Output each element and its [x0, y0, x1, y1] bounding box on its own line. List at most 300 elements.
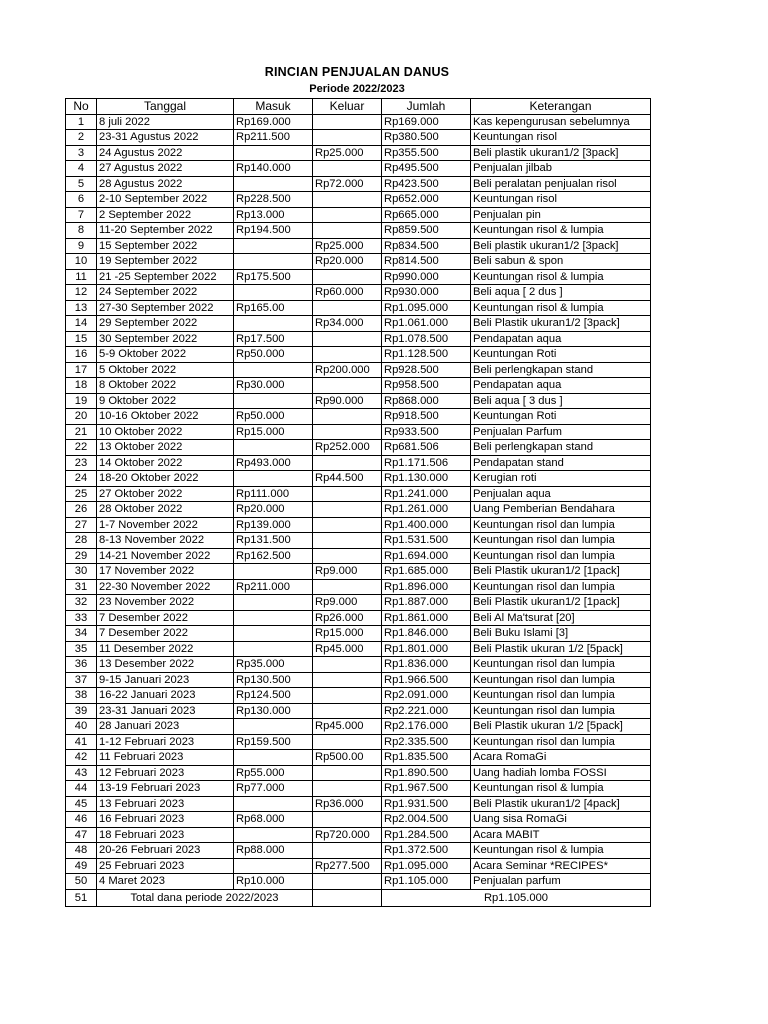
expense-cell: [313, 703, 382, 719]
column-header-masuk: Masuk: [234, 99, 313, 115]
description-cell: Penjualan parfum: [471, 874, 651, 890]
description-cell: Beli aqua [ 2 dus ]: [471, 285, 651, 301]
description-cell: Acara Seminar *RECIPES*: [471, 858, 651, 874]
table-row: [66, 285, 651, 301]
description-cell: Beli plastik ukuran1/2 [3pack]: [471, 238, 651, 254]
description-cell: Pendapatan aqua: [471, 378, 651, 394]
row-number: 3: [66, 145, 97, 161]
expense-cell: [313, 114, 382, 130]
expense-cell: Rp72.000: [313, 176, 382, 192]
expense-cell: Rp36.000: [313, 796, 382, 812]
description-cell: Keuntungan risol dan lumpia: [471, 672, 651, 688]
date-cell: 23-31 Agustus 2022: [97, 130, 234, 146]
row-number: 31: [66, 579, 97, 595]
balance-cell: Rp495.500: [382, 161, 471, 177]
row-number: 25: [66, 486, 97, 502]
date-cell: 30 September 2022: [97, 331, 234, 347]
balance-cell: Rp2.221.000: [382, 703, 471, 719]
income-cell: Rp169.000: [234, 114, 313, 130]
income-cell: Rp13.000: [234, 207, 313, 223]
total-row-number: 51: [66, 889, 97, 906]
table-row: [66, 409, 651, 425]
balance-cell: Rp380.500: [382, 130, 471, 146]
expense-cell: [313, 409, 382, 425]
row-number: 16: [66, 347, 97, 363]
description-cell: Keuntungan risol dan lumpia: [471, 517, 651, 533]
date-cell: 11 Desember 2022: [97, 641, 234, 657]
date-cell: 1-7 November 2022: [97, 517, 234, 533]
table-row: [66, 672, 651, 688]
table-row: [66, 688, 651, 704]
column-header-tanggal: Tanggal: [97, 99, 234, 115]
row-number: 42: [66, 750, 97, 766]
balance-cell: Rp1.531.500: [382, 533, 471, 549]
income-cell: Rp165.00: [234, 300, 313, 316]
row-number: 22: [66, 440, 97, 456]
description-cell: Pendapatan stand: [471, 455, 651, 471]
balance-cell: Rp933.500: [382, 424, 471, 440]
row-number: 40: [66, 719, 97, 735]
expense-cell: Rp9.000: [313, 564, 382, 580]
description-cell: Keuntungan Roti: [471, 347, 651, 363]
balance-cell: Rp681.506: [382, 440, 471, 456]
table-row: [66, 300, 651, 316]
description-cell: Kerugian roti: [471, 471, 651, 487]
row-number: 4: [66, 161, 97, 177]
expense-cell: [313, 843, 382, 859]
description-cell: Keuntungan risol dan lumpia: [471, 579, 651, 595]
expense-cell: [313, 331, 382, 347]
income-cell: Rp194.500: [234, 223, 313, 239]
table-row: [66, 486, 651, 502]
balance-cell: Rp1.835.500: [382, 750, 471, 766]
description-cell: Beli perlengkapan stand: [471, 440, 651, 456]
balance-cell: Rp1.887.000: [382, 595, 471, 611]
date-cell: 5 Oktober 2022: [97, 362, 234, 378]
balance-cell: Rp423.500: [382, 176, 471, 192]
row-number: 36: [66, 657, 97, 673]
date-cell: 24 Agustus 2022: [97, 145, 234, 161]
row-number: 13: [66, 300, 97, 316]
description-cell: Beli plastik ukuran1/2 [3pack]: [471, 145, 651, 161]
income-cell: Rp159.500: [234, 734, 313, 750]
table-row: [66, 657, 651, 673]
description-cell: Beli sabun & spon: [471, 254, 651, 270]
table-row: [66, 145, 651, 161]
income-cell: [234, 362, 313, 378]
expense-cell: [313, 765, 382, 781]
expense-cell: [313, 579, 382, 595]
description-cell: Beli Plastik ukuran 1/2 [5pack]: [471, 719, 651, 735]
expense-cell: [313, 548, 382, 564]
row-number: 2: [66, 130, 97, 146]
table-row: [66, 579, 651, 595]
balance-cell: Rp1.861.000: [382, 610, 471, 626]
income-cell: Rp162.500: [234, 548, 313, 564]
table-row: [66, 362, 651, 378]
balance-cell: Rp1.372.500: [382, 843, 471, 859]
expense-cell: [313, 874, 382, 890]
document-title: RINCIAN PENJUALAN DANUS: [264, 65, 450, 79]
income-cell: [234, 641, 313, 657]
row-number: 48: [66, 843, 97, 859]
date-cell: 28 Agustus 2022: [97, 176, 234, 192]
table-row: [66, 626, 651, 642]
income-cell: Rp35.000: [234, 657, 313, 673]
income-cell: [234, 393, 313, 409]
balance-cell: Rp1.061.000: [382, 316, 471, 332]
table-row: [66, 564, 651, 580]
date-cell: 23 November 2022: [97, 595, 234, 611]
income-cell: Rp88.000: [234, 843, 313, 859]
balance-cell: Rp665.000: [382, 207, 471, 223]
expense-cell: [313, 781, 382, 797]
date-cell: 23-31 Januari 2023: [97, 703, 234, 719]
income-cell: [234, 858, 313, 874]
total-empty-cell: [313, 889, 382, 906]
table-header-row: [66, 99, 651, 115]
row-number: 5: [66, 176, 97, 192]
balance-cell: Rp1.967.500: [382, 781, 471, 797]
income-cell: [234, 796, 313, 812]
date-cell: 11 Februari 2023: [97, 750, 234, 766]
balance-cell: Rp1.261.000: [382, 502, 471, 518]
balance-cell: Rp930.000: [382, 285, 471, 301]
date-cell: 28 Oktober 2022: [97, 502, 234, 518]
row-number: 8: [66, 223, 97, 239]
date-cell: 18 Februari 2023: [97, 827, 234, 843]
row-number: 29: [66, 548, 97, 564]
expense-cell: [313, 424, 382, 440]
income-cell: [234, 610, 313, 626]
row-number: 45: [66, 796, 97, 812]
table-row: [66, 734, 651, 750]
table-row: [66, 517, 651, 533]
date-cell: 11-20 September 2022: [97, 223, 234, 239]
description-cell: Keuntungan risol & lumpia: [471, 781, 651, 797]
table-row: [66, 378, 651, 394]
balance-cell: Rp355.500: [382, 145, 471, 161]
expense-cell: Rp20.000: [313, 254, 382, 270]
description-cell: Acara MABIT: [471, 827, 651, 843]
table-row: [66, 424, 651, 440]
balance-cell: Rp1.171.506: [382, 455, 471, 471]
balance-cell: Rp2.091.000: [382, 688, 471, 704]
expense-cell: [313, 300, 382, 316]
table-row: [66, 641, 651, 657]
income-cell: Rp175.500: [234, 269, 313, 285]
balance-cell: Rp1.400.000: [382, 517, 471, 533]
table-row: [66, 610, 651, 626]
table-row: [66, 347, 651, 363]
row-number: 33: [66, 610, 97, 626]
table-row: [66, 176, 651, 192]
income-cell: Rp50.000: [234, 409, 313, 425]
description-cell: Penjualan aqua: [471, 486, 651, 502]
description-cell: Beli perlengkapan stand: [471, 362, 651, 378]
table-row: [66, 130, 651, 146]
expense-cell: [313, 207, 382, 223]
expense-cell: Rp25.000: [313, 145, 382, 161]
date-cell: 1-12 Februari 2023: [97, 734, 234, 750]
table-row: [66, 843, 651, 859]
document-subtitle: Periode 2022/2023: [309, 83, 405, 95]
expense-cell: Rp60.000: [313, 285, 382, 301]
date-cell: 4 Maret 2023: [97, 874, 234, 890]
date-cell: 14 Oktober 2022: [97, 455, 234, 471]
balance-cell: Rp1.890.500: [382, 765, 471, 781]
expense-cell: Rp720.000: [313, 827, 382, 843]
table-row: [66, 223, 651, 239]
description-cell: Keuntungan risol dan lumpia: [471, 533, 651, 549]
balance-cell: Rp1.836.000: [382, 657, 471, 673]
balance-cell: Rp169.000: [382, 114, 471, 130]
description-cell: Beli Al Ma'tsurat [20]: [471, 610, 651, 626]
row-number: 19: [66, 393, 97, 409]
row-number: 9: [66, 238, 97, 254]
income-cell: Rp50.000: [234, 347, 313, 363]
balance-cell: Rp859.500: [382, 223, 471, 239]
balance-cell: Rp2.004.500: [382, 812, 471, 828]
description-cell: Keuntungan risol dan lumpia: [471, 548, 651, 564]
date-cell: 27-30 September 2022: [97, 300, 234, 316]
date-cell: 17 November 2022: [97, 564, 234, 580]
income-cell: Rp111.000: [234, 486, 313, 502]
row-number: 32: [66, 595, 97, 611]
date-cell: 9-15 Januari 2023: [97, 672, 234, 688]
row-number: 49: [66, 858, 97, 874]
row-number: 27: [66, 517, 97, 533]
date-cell: 7 Desember 2022: [97, 610, 234, 626]
income-cell: [234, 827, 313, 843]
income-cell: Rp68.000: [234, 812, 313, 828]
description-cell: Beli Plastik ukuran1/2 [1pack]: [471, 564, 651, 580]
total-row: [66, 889, 651, 906]
row-number: 10: [66, 254, 97, 270]
row-number: 24: [66, 471, 97, 487]
row-number: 21: [66, 424, 97, 440]
expense-cell: Rp25.000: [313, 238, 382, 254]
table-row: [66, 812, 651, 828]
expense-cell: [313, 378, 382, 394]
income-cell: Rp228.500: [234, 192, 313, 208]
balance-cell: Rp1.241.000: [382, 486, 471, 502]
table-row: [66, 269, 651, 285]
row-number: 14: [66, 316, 97, 332]
income-cell: [234, 145, 313, 161]
table-row: [66, 455, 651, 471]
balance-cell: Rp868.000: [382, 393, 471, 409]
description-cell: Penjualan pin: [471, 207, 651, 223]
balance-cell: Rp834.500: [382, 238, 471, 254]
income-cell: Rp211.000: [234, 579, 313, 595]
sales-ledger-table: [65, 98, 651, 907]
description-cell: Keuntungan risol dan lumpia: [471, 734, 651, 750]
income-cell: [234, 238, 313, 254]
expense-cell: [313, 192, 382, 208]
income-cell: Rp130.000: [234, 703, 313, 719]
description-cell: Keuntungan risol dan lumpia: [471, 703, 651, 719]
income-cell: Rp30.000: [234, 378, 313, 394]
expense-cell: Rp45.000: [313, 719, 382, 735]
expense-cell: [313, 672, 382, 688]
description-cell: Uang sisa RomaGi: [471, 812, 651, 828]
expense-cell: Rp44.500: [313, 471, 382, 487]
date-cell: 9 Oktober 2022: [97, 393, 234, 409]
income-cell: Rp140.000: [234, 161, 313, 177]
column-header-jumlah: Jumlah: [382, 99, 471, 115]
income-cell: Rp139.000: [234, 517, 313, 533]
column-header-keluar: Keluar: [313, 99, 382, 115]
description-cell: Keuntungan Roti: [471, 409, 651, 425]
description-cell: Beli Plastik ukuran1/2 [1pack]: [471, 595, 651, 611]
balance-cell: Rp1.801.000: [382, 641, 471, 657]
expense-cell: Rp26.000: [313, 610, 382, 626]
table-row: [66, 471, 651, 487]
expense-cell: Rp15.000: [313, 626, 382, 642]
date-cell: 21 -25 September 2022: [97, 269, 234, 285]
date-cell: 27 Oktober 2022: [97, 486, 234, 502]
table-row: [66, 440, 651, 456]
table-row: [66, 796, 651, 812]
expense-cell: Rp252.000: [313, 440, 382, 456]
balance-cell: Rp814.500: [382, 254, 471, 270]
income-cell: [234, 176, 313, 192]
row-number: 20: [66, 409, 97, 425]
description-cell: Pendapatan aqua: [471, 331, 651, 347]
income-cell: [234, 254, 313, 270]
date-cell: 20-26 Februari 2023: [97, 843, 234, 859]
balance-cell: Rp1.095.000: [382, 300, 471, 316]
row-number: 11: [66, 269, 97, 285]
row-number: 39: [66, 703, 97, 719]
income-cell: Rp493.000: [234, 455, 313, 471]
row-number: 15: [66, 331, 97, 347]
description-cell: Keuntungan risol dan lumpia: [471, 688, 651, 704]
table-row: [66, 827, 651, 843]
row-number: 7: [66, 207, 97, 223]
expense-cell: [313, 688, 382, 704]
balance-cell: Rp2.176.000: [382, 719, 471, 735]
income-cell: [234, 285, 313, 301]
date-cell: 13 Oktober 2022: [97, 440, 234, 456]
table-row: [66, 719, 651, 735]
description-cell: Beli Plastik ukuran1/2 [3pack]: [471, 316, 651, 332]
table-row: [66, 703, 651, 719]
income-cell: [234, 316, 313, 332]
table-row: [66, 548, 651, 564]
row-number: 44: [66, 781, 97, 797]
table-row: [66, 207, 651, 223]
balance-cell: Rp990.000: [382, 269, 471, 285]
table-body: [66, 114, 651, 889]
income-cell: Rp211.500: [234, 130, 313, 146]
date-cell: 7 Desember 2022: [97, 626, 234, 642]
income-cell: [234, 595, 313, 611]
description-cell: Beli Plastik ukuran 1/2 [5pack]: [471, 641, 651, 657]
income-cell: Rp130.500: [234, 672, 313, 688]
row-number: 30: [66, 564, 97, 580]
expense-cell: [313, 161, 382, 177]
expense-cell: Rp90.000: [313, 393, 382, 409]
description-cell: Keuntungan risol & lumpia: [471, 300, 651, 316]
income-cell: Rp10.000: [234, 874, 313, 890]
table-row: [66, 781, 651, 797]
description-cell: Acara RomaGi: [471, 750, 651, 766]
expense-cell: [313, 517, 382, 533]
column-header-no: No: [66, 99, 97, 115]
income-cell: [234, 719, 313, 735]
row-number: 17: [66, 362, 97, 378]
expense-cell: [313, 502, 382, 518]
column-header-keterangan: Keterangan: [471, 99, 651, 115]
date-cell: 2 September 2022: [97, 207, 234, 223]
row-number: 46: [66, 812, 97, 828]
income-cell: [234, 564, 313, 580]
expense-cell: [313, 734, 382, 750]
date-cell: 12 Februari 2023: [97, 765, 234, 781]
description-cell: Keuntungan risol & lumpia: [471, 269, 651, 285]
description-cell: Keuntungan risol: [471, 192, 651, 208]
expense-cell: [313, 455, 382, 471]
row-number: 1: [66, 114, 97, 130]
date-cell: 10-16 Oktober 2022: [97, 409, 234, 425]
expense-cell: Rp500.00: [313, 750, 382, 766]
row-number: 23: [66, 455, 97, 471]
balance-cell: Rp2.335.500: [382, 734, 471, 750]
date-cell: 28 Januari 2023: [97, 719, 234, 735]
table-row: [66, 393, 651, 409]
row-number: 41: [66, 734, 97, 750]
row-number: 34: [66, 626, 97, 642]
balance-cell: Rp1.130.000: [382, 471, 471, 487]
table-row: [66, 595, 651, 611]
description-cell: Penjualan jilbab: [471, 161, 651, 177]
table-row: [66, 238, 651, 254]
row-number: 43: [66, 765, 97, 781]
description-cell: Beli Plastik ukuran1/2 [4pack]: [471, 796, 651, 812]
expense-cell: [313, 347, 382, 363]
balance-cell: Rp1.685.000: [382, 564, 471, 580]
date-cell: 24 September 2022: [97, 285, 234, 301]
date-cell: 13 Februari 2023: [97, 796, 234, 812]
description-cell: Keuntungan risol: [471, 130, 651, 146]
row-number: 47: [66, 827, 97, 843]
income-cell: Rp77.000: [234, 781, 313, 797]
table-row: [66, 750, 651, 766]
date-cell: 29 September 2022: [97, 316, 234, 332]
expense-cell: [313, 533, 382, 549]
expense-cell: Rp277.500: [313, 858, 382, 874]
total-label: Total dana periode 2022/2023: [97, 889, 313, 906]
date-cell: 8-13 November 2022: [97, 533, 234, 549]
balance-cell: Rp1.694.000: [382, 548, 471, 564]
income-cell: [234, 471, 313, 487]
table-row: [66, 114, 651, 130]
date-cell: 14-21 November 2022: [97, 548, 234, 564]
row-number: 28: [66, 533, 97, 549]
date-cell: 8 Oktober 2022: [97, 378, 234, 394]
table-row: [66, 331, 651, 347]
expense-cell: Rp200.000: [313, 362, 382, 378]
income-cell: Rp17.500: [234, 331, 313, 347]
expense-cell: [313, 657, 382, 673]
expense-cell: [313, 223, 382, 239]
income-cell: Rp131.500: [234, 533, 313, 549]
date-cell: 22-30 November 2022: [97, 579, 234, 595]
balance-cell: Rp1.105.000: [382, 874, 471, 890]
date-cell: 27 Agustus 2022: [97, 161, 234, 177]
